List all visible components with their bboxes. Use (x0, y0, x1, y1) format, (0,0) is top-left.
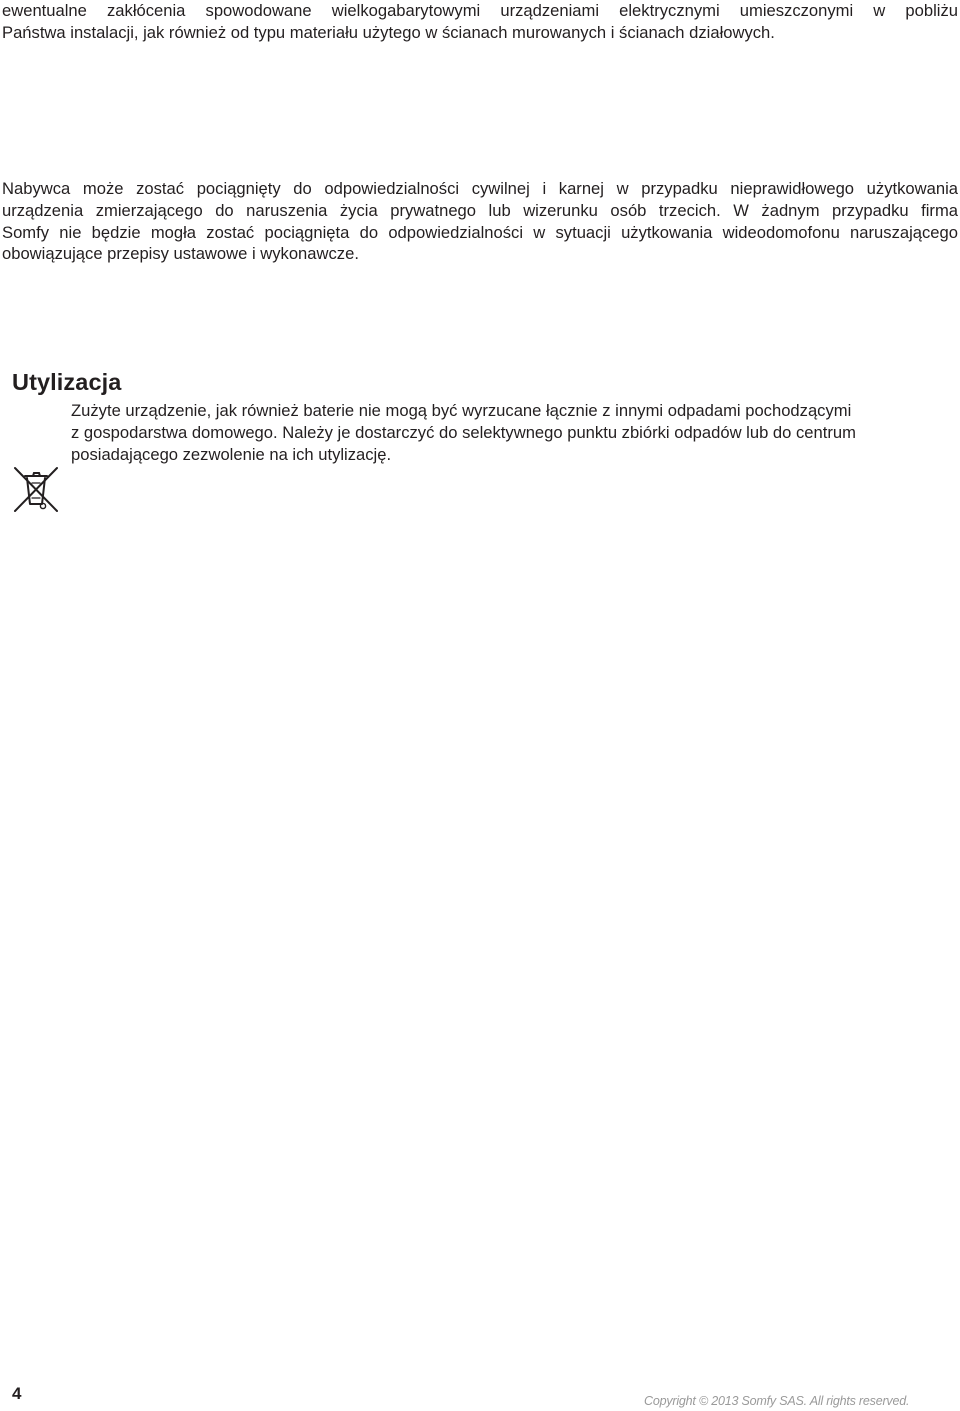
disposal-paragraph (71, 400, 951, 465)
liability-paragraph (2, 178, 958, 265)
text-line: Nabywca może zostać pociągnięty do odpowiedzialności cywilnej i karnej w przypadku nieprawidłowego użytkowania (2, 179, 958, 198)
text-line: z gospodarstwa domowego. Należy je dostarczyć do selektywnego punktu zbiórki odpadów lub do centrum (71, 422, 856, 442)
copyright-notice: Copyright © 2013 Somfy SAS. All rights reserved. (644, 1394, 910, 1408)
disposal-heading: Utylizacja (12, 369, 122, 395)
text-line: urządzenia zmierzającego do naruszenia życia prywatnego lub wizerunku osób trzecich. W żadnym przypadku firma (2, 200, 958, 220)
warning-paragraph (2, 0, 958, 44)
crossed-out-wheelie-bin-icon (12, 465, 60, 513)
text-line: Zużyte urządzenie, jak również baterie nie mogą być wyrzucane łącznie z innymi odpadami pochodzącymi (71, 401, 852, 420)
text-line: ewentualne zakłócenia spowodowane wielkogabarytowymi urządzeniami elektrycznymi umieszczonymi w pobliżu (2, 1, 958, 20)
text-line: Państwa instalacji, jak również od typu materiału użytego w ścianach murowanych i ścianach działowych. (2, 22, 775, 42)
text-line: obowiązujące przepisy ustawowe i wykonawcze. (2, 244, 359, 264)
page-number: 4 (12, 1384, 22, 1403)
text-line: posiadającego zezwolenie na ich utylizację. (71, 444, 392, 464)
text-line: Somfy nie będzie mogła zostać pociągnięta do odpowiedzialności w sytuacji użytkowania wideodomofonu naruszającego (2, 222, 958, 242)
